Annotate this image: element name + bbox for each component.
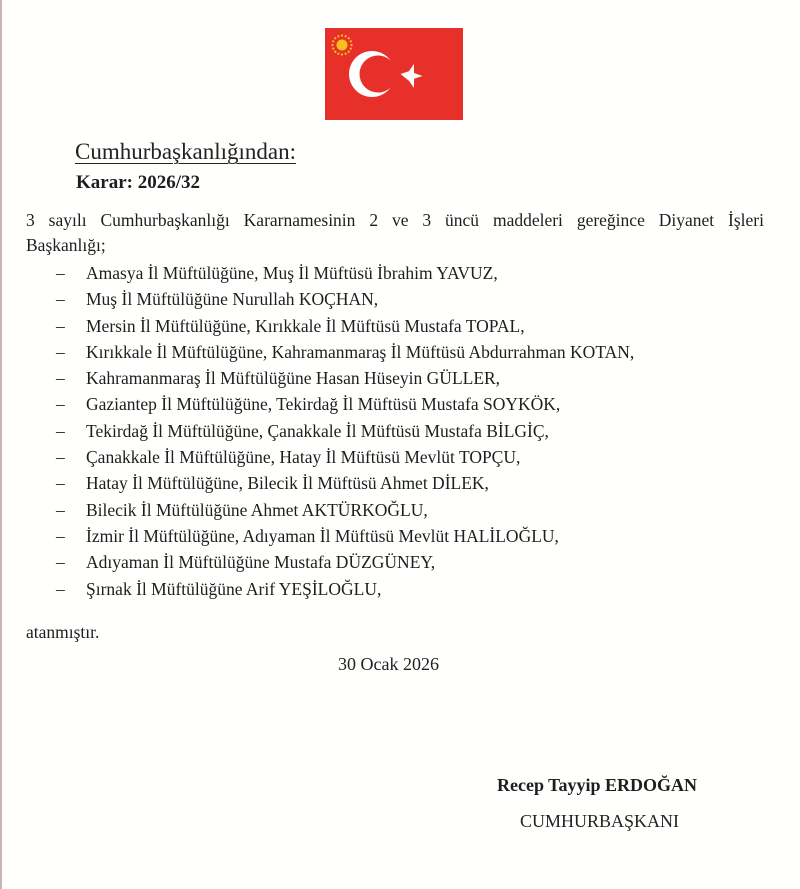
dash-bullet: – [56,447,65,468]
dash-bullet: – [56,525,65,546]
list-item [56,313,634,339]
closing-word: atanmıştır. [26,622,100,642]
list-item [56,391,634,417]
intro-line-1: 3 sayılı Cumhurbaşkanlığı Kararnamesinin 2 ve 3 üncü maddeleri gereğince Diyanet İşleri [26,210,764,230]
sun-star-dot [345,35,347,37]
appointment-text: Gaziantep İl Müftülüğüne, Tekirdağ İl Müftüsü Mustafa SOYKÖK, [86,394,561,415]
sun-star-dot [341,53,343,55]
sun-core [337,40,348,51]
sun-star-dot [341,34,343,36]
list-item [56,418,634,444]
sun-star-dot [348,37,350,39]
appointments-list [56,260,634,602]
appointment-text: Hatay İl Müftülüğüne, Bilecik İl Müftüsü Ahmet DİLEK, [86,473,489,494]
sun-star-dot [337,53,339,55]
appointment-text: Kahramanmaraş İl Müftülüğüne Hasan Hüseyin GÜLLER, [86,368,501,389]
dash-bullet: – [56,315,65,336]
intro-paragraph [26,208,764,258]
list-item [56,549,634,575]
list-item [56,260,634,286]
page-edge-line [0,0,2,889]
sun-star-dot [334,37,336,39]
list-item [56,523,634,549]
crescent-inner [360,56,397,93]
appointment-text: Bilecik İl Müftülüğüne Ahmet AKTÜRKOĞLU, [86,499,428,520]
appointment-text: Şırnak İl Müftülüğüne Arif YEŞİLOĞLU, [86,578,382,599]
list-item [56,286,634,312]
list-item [56,365,634,391]
dash-bullet: – [56,552,65,573]
appointment-text: Adıyaman İl Müftülüğüne Mustafa DÜZGÜNEY, [86,552,436,573]
signer-name: Recep Tayyip ERDOĞAN [497,775,698,795]
appointment-text: İzmir İl Müftülüğüne, Adıyaman İl Müftüsü Mevlüt HALİLOĞLU, [86,525,559,546]
dash-bullet: – [56,289,65,310]
dash-bullet: – [56,473,65,494]
appointment-text: Muş İl Müftülüğüne Nurullah KOÇHAN, [86,289,379,310]
list-item [56,576,634,602]
decision-number: Karar: 2026/32 [76,172,201,193]
list-item [56,497,634,523]
sun-star-dot [350,48,352,50]
dash-bullet: – [56,368,65,389]
appointment-text: Mersin İl Müftülüğüne, Kırıkkale İl Müftüsü Mustafa TOPAL, [86,315,525,336]
sun-star-dot [345,53,347,55]
turkish-flag-icon [325,28,463,120]
sun-star-dot [348,51,350,53]
appointment-text: Kırıkkale İl Müftülüğüne, Kahramanmaraş İl Müftüsü Abdurrahman KOTAN, [86,341,635,362]
list-item [56,470,634,496]
sun-star-dot [337,35,339,37]
intro-line-2: Başkanlığı; [26,235,106,255]
sun-star-dot [350,44,352,46]
dash-bullet: – [56,341,65,362]
dash-bullet: – [56,499,65,520]
issuer-heading: Cumhurbaşkanlığından: [75,139,297,164]
dash-bullet: – [56,263,65,283]
signer-title: CUMHURBAŞKANI [520,811,680,831]
appointment-text: Çanakkale İl Müftülüğüne, Hatay İl Müftüsü Mevlüt TOPÇU, [86,447,521,468]
sun-star-dot [334,51,336,53]
sun-star-dot [332,40,334,42]
appointment-text: Tekirdağ İl Müftülüğüne, Çanakkale İl Müftüsü Mustafa BİLGİÇ, [86,420,549,441]
dash-bullet: – [56,578,65,599]
sun-star-dot [332,48,334,50]
dash-bullet: – [56,420,65,441]
dash-bullet: – [56,394,65,415]
appointment-text: Amasya İl Müftülüğüne, Muş İl Müftüsü İbrahim YAVUZ, [86,263,498,283]
list-item [56,444,634,470]
document-date: 30 Ocak 2026 [338,654,439,674]
sun-star-dot [350,40,352,42]
sun-star-dot [331,44,333,46]
list-item [56,339,634,365]
